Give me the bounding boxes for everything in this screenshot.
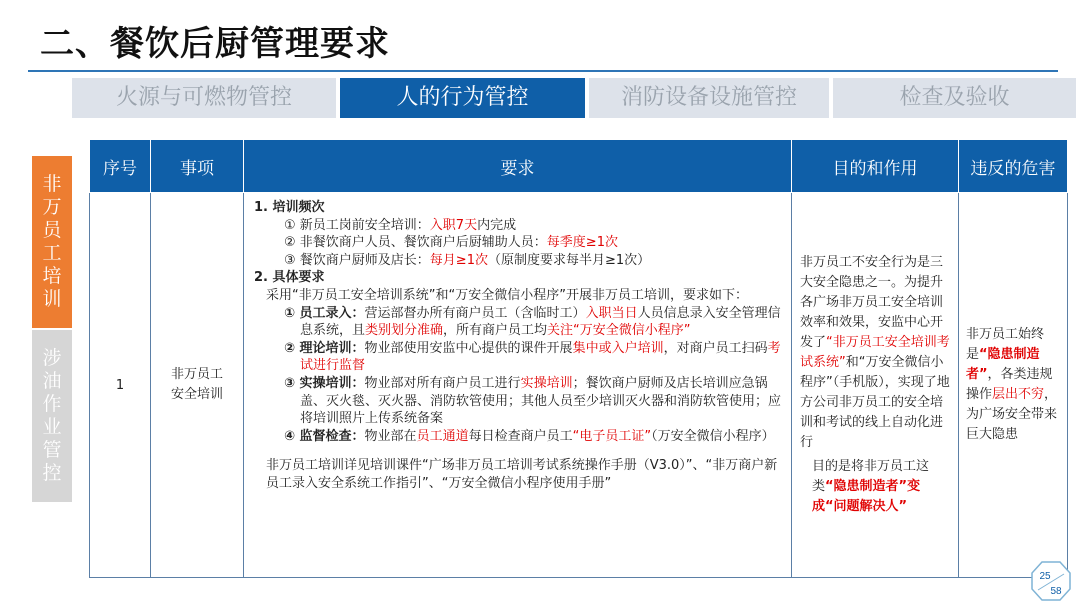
req-frequency-2 bbox=[254, 234, 785, 252]
point-label: ② 理论培训： bbox=[284, 340, 365, 356]
text: 和“万安全微信小程序”（手机版），实现了地方公司非万员工的安全培训和考试的线上自动化进行 bbox=[800, 355, 950, 450]
side-char: 控 bbox=[42, 462, 62, 484]
page-total: 58 bbox=[1050, 586, 1062, 597]
text: 目的是将非万员工这类 bbox=[812, 459, 930, 494]
side-char: 管 bbox=[42, 439, 62, 461]
tab-fire-equipment[interactable]: 消防设备设施管控 bbox=[589, 78, 829, 118]
header-purpose: 目的和作用 bbox=[792, 140, 959, 193]
req-point-supervision bbox=[254, 428, 785, 446]
cell-harm bbox=[959, 193, 1068, 578]
text: ，对商户员工扫码 bbox=[663, 340, 768, 356]
highlight: 层出不穷 bbox=[992, 387, 1045, 402]
section-tabs bbox=[72, 78, 1080, 118]
req-point-entry bbox=[254, 305, 785, 340]
text: （原制度要求每半月≥1次） bbox=[487, 252, 651, 268]
highlight: 每月≥1次 bbox=[429, 252, 488, 268]
title-divider bbox=[28, 70, 1058, 72]
cell-item bbox=[151, 193, 244, 578]
req-frequency-1 bbox=[254, 217, 785, 235]
page-number-badge bbox=[1030, 560, 1072, 602]
text: ① 新员工岗前安全培训： bbox=[284, 217, 430, 233]
point-label: ③ 实操培训： bbox=[284, 375, 365, 391]
spacer bbox=[254, 445, 785, 457]
side-tab-oil-operation[interactable] bbox=[32, 330, 72, 502]
text: 物业部对所有商户员工进行 bbox=[364, 375, 521, 391]
side-tab-staff-training[interactable] bbox=[32, 156, 72, 328]
page-title: 二、餐饮后厨管理要求 bbox=[40, 24, 390, 64]
header-requirement: 要求 bbox=[244, 140, 792, 193]
highlight: 实操培训 bbox=[520, 375, 573, 391]
highlight: 入职当日 bbox=[585, 305, 638, 321]
text: 营运部督办所有商户员工（含临时工） bbox=[364, 305, 586, 321]
req-intro: 采用“非万员工安全培训系统”和“万安全微信小程序”开展非万员工培训，要求如下： bbox=[266, 287, 748, 303]
req-frequency-3 bbox=[254, 252, 785, 270]
req-point-theory bbox=[254, 340, 785, 375]
req-heading-specific: 2. 具体要求 bbox=[254, 270, 325, 286]
highlight: “电子员工证” bbox=[572, 428, 652, 444]
header-item: 事项 bbox=[151, 140, 244, 193]
side-char: 业 bbox=[42, 416, 62, 438]
side-char: 培 bbox=[42, 265, 62, 287]
text: 人员信息录入安全管理信息系统，且 bbox=[300, 305, 781, 339]
side-char: 万 bbox=[42, 196, 62, 218]
cell-requirement bbox=[244, 193, 792, 578]
side-char: 训 bbox=[42, 288, 62, 310]
item-line: 安全培训 bbox=[170, 387, 223, 402]
highlight: 员工通道 bbox=[416, 428, 469, 444]
text: 每日检查商户员工 bbox=[468, 428, 573, 444]
table-row bbox=[90, 193, 1068, 578]
point-label: ④ 监督检查： bbox=[284, 428, 365, 444]
side-char: 作 bbox=[42, 393, 62, 415]
highlight: 类别划分准确 bbox=[365, 323, 444, 339]
highlight: 关注“万安全微信小程序” bbox=[547, 323, 691, 339]
text: ，各类违规操作 bbox=[966, 367, 1053, 402]
tab-fire-source[interactable]: 火源与可燃物管控 bbox=[72, 78, 336, 118]
text: ，为广场安全带来巨大隐患 bbox=[966, 387, 1058, 442]
side-char: 涉 bbox=[42, 347, 62, 369]
text: 非万员工始终是 bbox=[966, 327, 1045, 362]
cell-number: 1 bbox=[90, 193, 151, 578]
text: ③ 餐饮商户厨师及店长： bbox=[284, 252, 430, 268]
highlight: “非万员工安全培训考试系统” bbox=[800, 335, 950, 370]
requirements-table bbox=[89, 139, 1068, 578]
req-note: 非万员工培训详见培训课件“广场非万员工培训考试系统操作手册（V3.0）”、“非万商户新员工录入安全系统工作指引”、“万安全微信小程序使用手册” bbox=[266, 458, 778, 491]
side-char: 员 bbox=[42, 219, 62, 241]
tab-behavior-control[interactable]: 人的行为管控 bbox=[340, 78, 585, 118]
tab-inspection[interactable]: 检查及验收 bbox=[833, 78, 1076, 118]
highlight: 考试进行监督 bbox=[300, 340, 781, 374]
purpose-text bbox=[800, 253, 950, 453]
req-heading-frequency: 1. 培训频次 bbox=[254, 200, 325, 215]
text: ；餐饮商户厨师及店长培训应急锅盖、灭火毯、灭火器、消防软管使用；其他人员至少培训灭火器和消防软管使用；应将培训照片上传系统备案 bbox=[300, 375, 782, 427]
side-char: 非 bbox=[42, 173, 62, 195]
page-current: 25 bbox=[1039, 571, 1051, 582]
header-harm: 违反的危害 bbox=[959, 140, 1068, 193]
table-header-row bbox=[90, 140, 1068, 193]
highlight: 每季度≥1次 bbox=[546, 235, 618, 251]
text: 非万员工不安全行为是三大安全隐患之一。为提升各广场非万员工安全培训效率和效果，安监中心开发了 bbox=[800, 255, 944, 350]
header-number: 序号 bbox=[90, 140, 151, 193]
text: （万安全微信小程序） bbox=[651, 428, 775, 444]
purpose-goal bbox=[800, 457, 950, 517]
point-label: ① 员工录入： bbox=[284, 305, 365, 321]
text: ② 非餐饮商户人员、餐饮商户后厨辅助人员： bbox=[284, 235, 547, 251]
text: 物业部使用安监中心提供的课件开展 bbox=[364, 340, 573, 356]
cell-purpose bbox=[792, 193, 959, 578]
highlight: 集中或入户培训 bbox=[572, 340, 664, 356]
text: 物业部在 bbox=[364, 428, 417, 444]
highlight: “隐患制造者”变成“问题解决人” bbox=[812, 479, 921, 514]
side-char: 工 bbox=[42, 242, 62, 264]
req-point-practice bbox=[254, 375, 785, 428]
text: 内完成 bbox=[477, 217, 517, 233]
side-char: 油 bbox=[42, 370, 62, 392]
item-line: 非万员工 bbox=[170, 367, 223, 382]
text: ，所有商户员工均 bbox=[443, 323, 548, 339]
highlight: 入职7天 bbox=[429, 217, 478, 233]
highlight: “隐患制造者” bbox=[966, 347, 1040, 382]
